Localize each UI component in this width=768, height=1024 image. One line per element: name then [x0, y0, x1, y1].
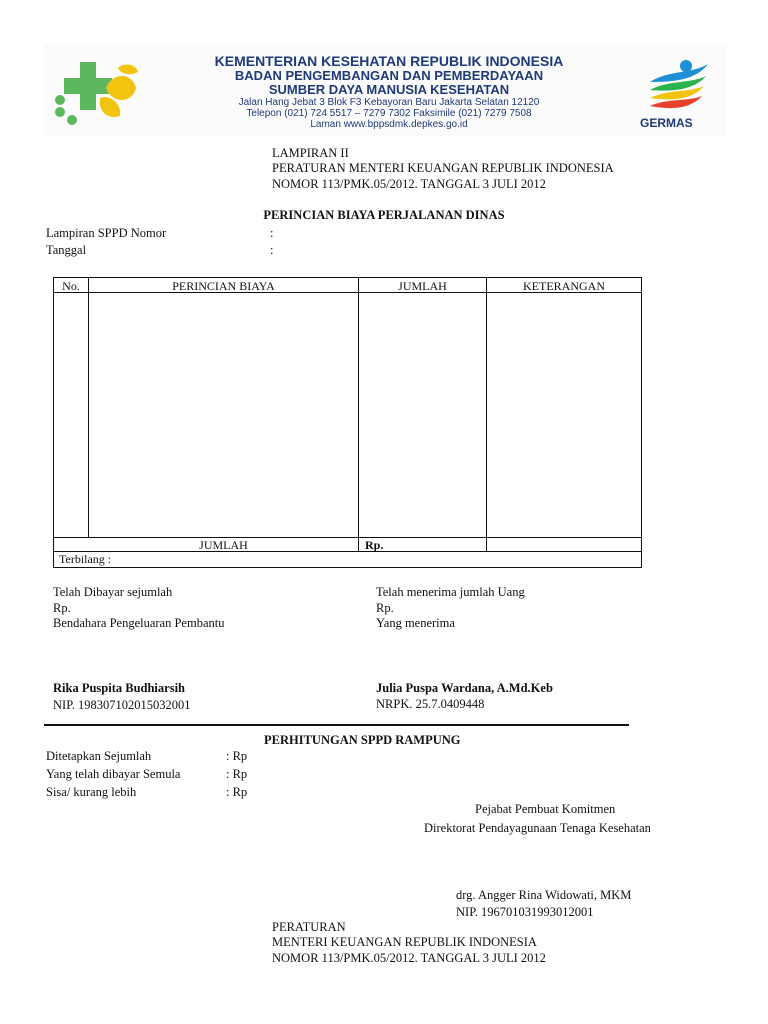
terbilang-label: Terbilang : [59, 552, 112, 566]
rampung-row3-value: : Rp [226, 785, 248, 799]
paid-amount-value: Rp. [53, 601, 71, 615]
col-header-jumlah: JUMLAH [398, 279, 447, 293]
official-unit: Direktorat Pendayagunaan Tenaga Kesehatan [424, 821, 651, 835]
treasurer-name: Rika Puspita Budhiarsih [53, 681, 185, 695]
rampung-row1-label: Ditetapkan Sejumlah [46, 749, 152, 763]
official-nip: NIP. 196701031993012001 [456, 905, 594, 919]
official-name: drg. Angger Rina Widowati, MKM [456, 888, 632, 902]
rampung-row1-value: : Rp [226, 749, 248, 763]
paid-amount-label: Telah Dibayar sejumlah [53, 585, 173, 599]
receiver-name: Julia Puspa Wardana, A.Md.Keb [376, 681, 553, 695]
col-divider-perincian [358, 278, 359, 552]
col-divider-jumlah [486, 278, 487, 552]
sppd-number-label: Lampiran SPPD Nomor [46, 226, 167, 240]
col-header-no: No. [62, 279, 80, 293]
header-lampiran: LAMPIRAN II [272, 146, 349, 160]
footer-nomor: NOMOR 113/PMK.05/2012. TANGGAL 3 JULI 2012 [272, 951, 546, 965]
letterhead-phone: Telepon (021) 724 5517 – 7279 7302 Faksimile (021) 7279 7508 [246, 108, 532, 119]
letterhead [44, 44, 726, 136]
treasurer-nip: NIP. 198307102015032001 [53, 698, 191, 712]
col-divider-no [88, 278, 89, 538]
col-header-keterangan: KETERANGAN [523, 279, 605, 293]
col-header-perincian: PERINCIAN BIAYA [172, 279, 275, 293]
rampung-title: PERHITUNGAN SPPD RAMPUNG [264, 733, 461, 747]
footer-peraturan: PERATURAN [272, 920, 346, 934]
document-title: PERINCIAN BIAYA PERJALANAN DINAS [263, 208, 505, 222]
receiver-role: Yang menerima [376, 616, 455, 630]
cost-table [53, 277, 642, 568]
letterhead-agency-sub: SUMBER DAYA MANUSIA KESEHATAN [268, 82, 510, 97]
header-nomor: NOMOR 113/PMK.05/2012. TANGGAL 3 JULI 2012 [272, 177, 546, 191]
letterhead-ministry: KEMENTERIAN KESEHATAN REPUBLIK INDONESIA [214, 53, 564, 69]
total-value: Rp. [365, 538, 384, 552]
header-peraturan: PERATURAN MENTERI KEUANGAN REPUBLIK INDONESIA [272, 161, 614, 175]
rampung-row2-value: : Rp [226, 767, 248, 781]
rampung-row3-label: Sisa/ kurang lebih [46, 785, 137, 799]
letterhead-website: Laman www.bppsdmk.depkes.go.id [310, 119, 468, 130]
kemenkes-logo-icon [50, 54, 146, 130]
receiver-nrpk: NRPK. 25.7.0409448 [376, 697, 485, 711]
footer-menteri: MENTERI KEUANGAN REPUBLIK INDONESIA [272, 935, 537, 949]
received-amount-label: Telah menerima jumlah Uang [376, 585, 525, 599]
date-label: Tanggal [46, 243, 87, 257]
official-role: Pejabat Pembuat Komitmen [475, 802, 616, 816]
germas-label: GERMAS [640, 116, 693, 130]
letterhead-address: Jalan Hang Jebat 3 Blok F3 Kebayoran Baru Jakarta Selatan 12120 [238, 97, 540, 108]
letterhead-agency: BADAN PENGEMBANGAN DAN PEMBERDAYAAN [234, 68, 544, 83]
date-colon: : [270, 243, 274, 257]
sppd-number-colon: : [270, 226, 274, 240]
section-divider [44, 724, 629, 726]
rampung-row2-label: Yang telah dibayar Semula [46, 767, 181, 781]
total-label: JUMLAH [199, 538, 248, 552]
received-amount-value: Rp. [376, 601, 394, 615]
treasurer-role: Bendahara Pengeluaran Pembantu [53, 616, 225, 630]
